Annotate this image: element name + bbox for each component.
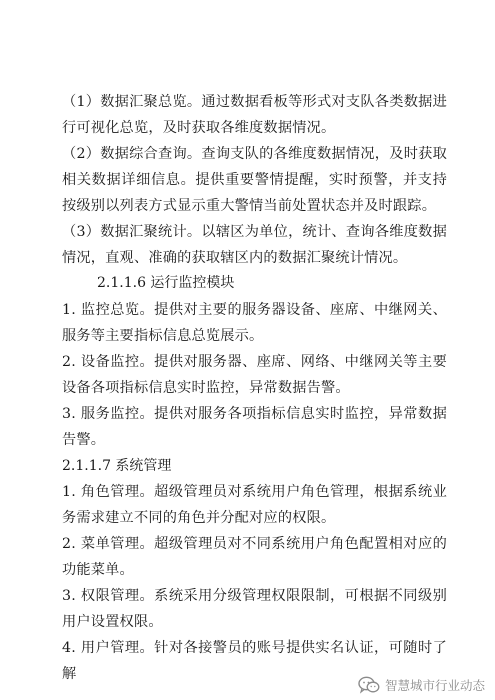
wechat-icon — [358, 676, 380, 694]
paragraph-permission-management: 3. 权限管理。系统采用分级管理权限限制，可根据不同级别用户设置权限。 — [62, 588, 447, 630]
paragraph-role-management: 1. 角色管理。超级管理员对系统用户角色管理，根据系统业务需求建立不同的角色并分配对应的权限。 — [62, 484, 447, 526]
paragraph-device-monitor: 2. 设备监控。提供对服务器、座席、网络、中继网关等主要设备各项指标信息实时监控，异常数据告警。 — [62, 354, 447, 396]
watermark — [358, 676, 485, 694]
watermark-label: 智慧城市行业动态 — [384, 678, 485, 693]
paragraph-menu-management: 2. 菜单管理。超级管理员对不同系统用户角色配置相对应的功能菜单。 — [62, 536, 447, 578]
paragraph-data-overview: （1）数据汇聚总览。通过数据看板等形式对支队各类数据进行可视化总览，及时获取各维度数据情况。 — [62, 94, 447, 136]
paragraph-user-management: 4. 用户管理。针对各接警员的账号提供实名认证，可随时了解 — [62, 640, 447, 682]
section-heading-monitoring: 2.1.1.6 运行监控模块 — [97, 275, 235, 291]
paragraph-data-statistics: （3）数据汇聚统计。以辖区为单位，统计、查询各维度数据情况，直观、准确的获取辖区内的数据汇聚统计情况。 — [62, 224, 447, 266]
paragraph-service-monitor: 3. 服务监控。提供对服务各项指标信息实时监控，异常数据告警。 — [62, 406, 447, 448]
section-heading-system-management: 2.1.1.7 系统管理 — [62, 458, 172, 474]
paragraph-monitor-overview: 1. 监控总览。提供对主要的服务器设备、座席、中继网关、服务等主要指标信息总览展示。 — [62, 302, 447, 344]
paragraph-data-query: （2）数据综合查询。查询支队的各维度数据情况，及时获取相关数据详细信息。提供重要警情提醒，实时预警，并支持按级别以列表方式显示重大警情当前处置状态并及时跟踪。 — [62, 146, 447, 214]
